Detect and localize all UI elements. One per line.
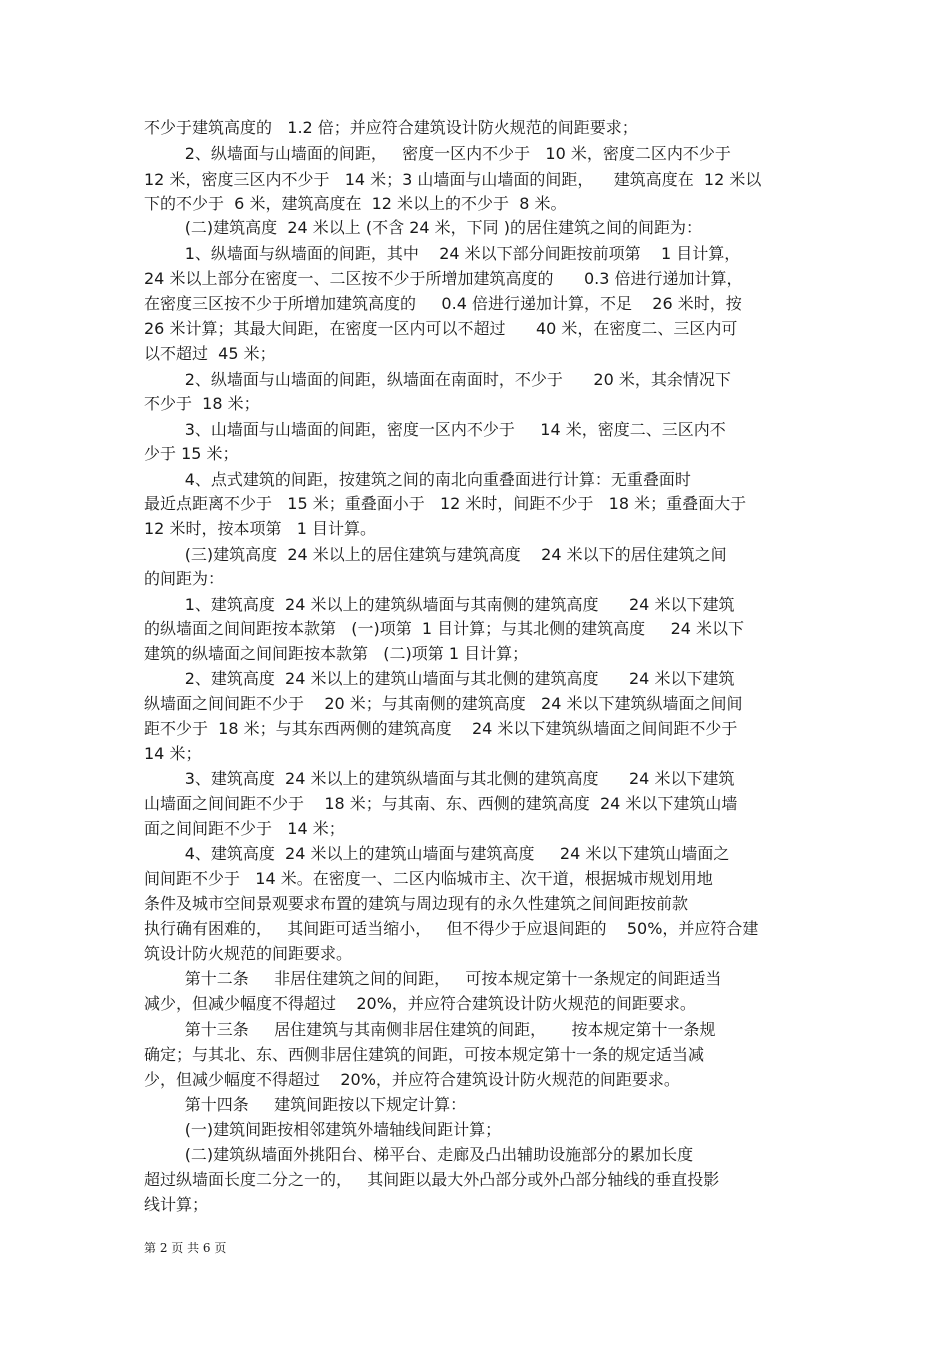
text-line: (三)建筑高度 24 米以上的居住建筑与建筑高度 24 米以下的居住建筑之间 bbox=[144, 545, 727, 564]
text-line: 14 米； bbox=[144, 744, 202, 763]
text-line: 12 米时，按本项第 1 目计算。 bbox=[144, 519, 376, 538]
text-line: 不少于建筑高度的 1.2 倍；并应符合建筑设计防火规范的间距要求； bbox=[144, 118, 638, 137]
text-line: 第十二条 非居住建筑之间的间距， 可按本规定第十一条规定的间距适当 bbox=[144, 969, 722, 988]
text-line: 1、纵墙面与纵墙面的间距，其中 24 米以下部分间距按前项第 1 目计算， bbox=[144, 244, 741, 263]
text-line: 下的不少于 6 米，建筑高度在 12 米以上的不少于 8 米。 bbox=[144, 194, 567, 213]
page-footer: 第 2 页 共 6 页 bbox=[144, 1241, 227, 1255]
text-line: 以不超过 45 米； bbox=[144, 344, 276, 363]
text-line: 距不少于 18 米；与其东西两侧的建筑高度 24 米以下建筑纵墙面之间间距不少于 bbox=[144, 719, 738, 738]
text-line: 12 米，密度三区内不少于 14 米；3 山墙面与山墙面的间距， 建筑高度在 12 米以 bbox=[144, 170, 762, 189]
text-line: 2、纵墙面与山墙面的间距，纵墙面在南面时，不少于 20 米，其余情况下 bbox=[144, 370, 731, 389]
text-line: (二)建筑高度 24 米以上 (不含 24 米，下同 )的居住建筑之间的间距为： bbox=[144, 218, 702, 237]
text-line: 山墙面之间间距不少于 18 米；与其南、东、西侧的建筑高度 24 米以下建筑山墙 bbox=[144, 794, 738, 813]
text-line: 条件及城市空间景观要求布置的建筑与周边现有的永久性建筑之间间距按前款 bbox=[144, 894, 689, 913]
text-line: 1、建筑高度 24 米以上的建筑纵墙面与其南侧的建筑高度 24 米以下建筑 bbox=[144, 595, 735, 614]
text-line: 第十四条 建筑间距按以下规定计算： bbox=[144, 1095, 467, 1114]
text-line: 2、纵墙面与山墙面的间距， 密度一区内不少于 10 米，密度二区内不少于 bbox=[144, 144, 731, 163]
text-line: 少于 15 米； bbox=[144, 444, 239, 463]
text-line: 超过纵墙面长度二分之一的， 其间距以最大外凸部分或外凸部分轴线的垂直投影 bbox=[144, 1170, 720, 1189]
text-line: 24 米以上部分在密度一、二区按不少于所增加建筑高度的 0.3 倍进行递加计算， bbox=[144, 269, 743, 288]
text-line: 第十三条 居住建筑与其南侧非居住建筑的间距， 按本规定第十一条规 bbox=[144, 1020, 716, 1039]
text-line: 面之间间距不少于 14 米； bbox=[144, 819, 345, 838]
text-line: 3、建筑高度 24 米以上的建筑纵墙面与其北侧的建筑高度 24 米以下建筑 bbox=[144, 769, 735, 788]
text-line: 建筑的纵墙面之间间距按本款第 (二)项第 1 目计算； bbox=[144, 644, 529, 663]
text-line: 纵墙面之间间距不少于 20 米；与其南侧的建筑高度 24 米以下建筑纵墙面之间间 bbox=[144, 694, 743, 713]
text-line: 筑设计防火规范的间距要求。 bbox=[144, 944, 353, 963]
text-line: 减少，但减少幅度不得超过 20%，并应符合建筑设计防火规范的间距要求。 bbox=[144, 994, 696, 1013]
text-line: 2、建筑高度 24 米以上的建筑山墙面与其北侧的建筑高度 24 米以下建筑 bbox=[144, 669, 735, 688]
text-line: 少，但减少幅度不得超过 20%，并应符合建筑设计防火规范的间距要求。 bbox=[144, 1070, 680, 1089]
text-line: 的间距为： bbox=[144, 569, 225, 588]
text-line: 4、建筑高度 24 米以上的建筑山墙面与建筑高度 24 米以下建筑山墙面之 bbox=[144, 844, 730, 863]
text-line: 在密度三区按不少于所增加建筑高度的 0.4 倍进行递加计算，不足 26 米时，按 bbox=[144, 294, 742, 313]
text-line: 3、山墙面与山墙面的间距，密度一区内不少于 14 米，密度二、三区内不 bbox=[144, 420, 726, 439]
text-line: 不少于 18 米； bbox=[144, 394, 260, 413]
text-line: (一)建筑间距按相邻建筑外墙轴线间距计算； bbox=[144, 1120, 502, 1139]
text-line: 4、点式建筑的间距，按建筑之间的南北向重叠面进行计算：无重叠面时 bbox=[144, 470, 691, 489]
text-line: 确定；与其北、东、西侧非居住建筑的间距，可按本规定第十一条的规定适当减 bbox=[144, 1045, 705, 1064]
text-line: 的纵墙面之间间距按本款第 (一)项第 1 目计算；与其北侧的建筑高度 24 米以下 bbox=[144, 619, 745, 638]
text-line: 线计算； bbox=[144, 1195, 209, 1214]
text-line: 间间距不少于 14 米。在密度一、二区内临城市主、次干道，根据城市规划用地 bbox=[144, 869, 713, 888]
text-line: 26 米计算；其最大间距，在密度一区内可以不超过 40 米，在密度二、三区内可 bbox=[144, 319, 738, 338]
text-line: (二)建筑纵墙面外挑阳台、梯平台、走廊及凸出辅助设施部分的累加长度 bbox=[144, 1145, 694, 1164]
text-line: 最近点距离不少于 15 米；重叠面小于 12 米时，间距不少于 18 米；重叠面大于 bbox=[144, 494, 747, 513]
text-line: 执行确有困难的， 其间距可适当缩小， 但不得少于应退间距的 50%，并应符合建 bbox=[144, 919, 759, 938]
